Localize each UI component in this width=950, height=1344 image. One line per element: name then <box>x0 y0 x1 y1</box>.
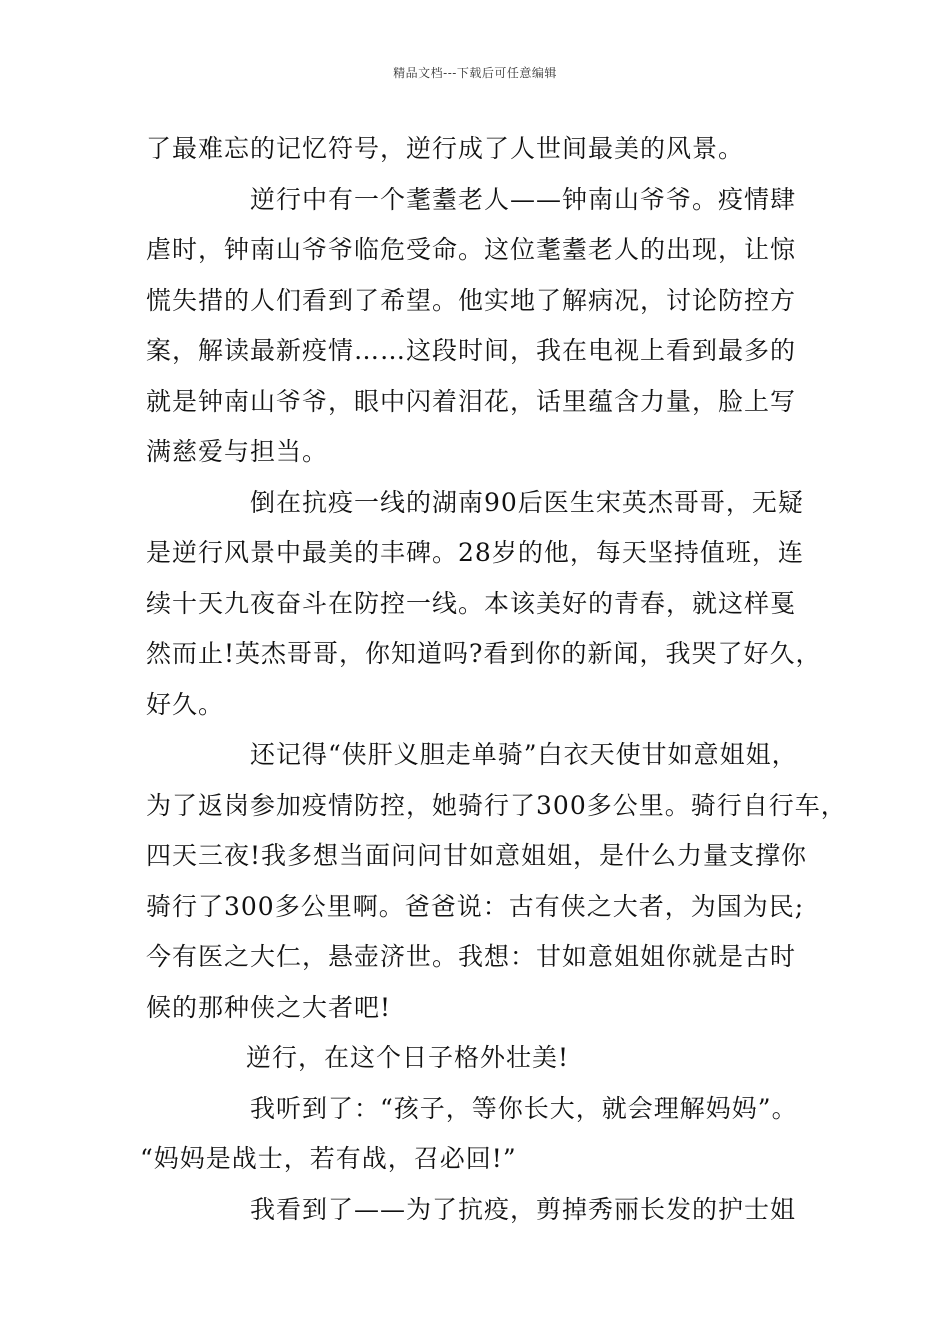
text-line: 然而止!英杰哥哥，你知道吗?看到你的新闻，我哭了好久， <box>146 639 822 668</box>
text-line: 续十天九夜奋斗在防控一线。本该美好的青春，就这样戛 <box>146 588 797 618</box>
text-line: 虐时，钟南山爷爷临危受命。这位耄耋老人的出现，让惊 <box>146 235 797 264</box>
text-line: 满慈爱与担当。 <box>146 437 329 466</box>
text-line: 就是钟南山爷爷，眼中闪着泪花，话里蕴含力量，脸上写 <box>146 386 797 416</box>
text-line: 了最难忘的记忆符号，逆行成了人世间最美的风景。 <box>146 134 745 163</box>
text-line: 骑行了300多公里啊。爸爸说：古有侠之大者，为国为民; <box>146 891 805 921</box>
text-line: 慌失措的人们看到了希望。他实地了解病况，讨论防控方 <box>146 285 797 315</box>
text-line: 逆行，在这个日子格外壮美! <box>246 1043 570 1072</box>
text-line: 四天三夜!我多想当面问问甘如意姐姐，是什么力量支撑你 <box>146 841 808 870</box>
text-line: 候的那种侠之大者吧! <box>146 992 392 1022</box>
text-line: 还记得“侠肝义胆走单骑”白衣天使甘如意姐姐， <box>250 740 798 769</box>
text-line: 今有医之大仁，悬壶济世。我想：甘如意姐姐你就是古时 <box>146 942 797 971</box>
text-line: 是逆行风景中最美的丰碑。28岁的他，每天坚持值班，连 <box>146 538 804 567</box>
text-line: “妈妈是战士，若有战，召必回!” <box>140 1144 517 1173</box>
page-header: 精品文档---下载后可任意编辑 <box>393 66 557 80</box>
text-line: 案，解读最新疫情……这段时间，我在电视上看到最多的 <box>146 336 797 365</box>
text-line: 我听到了：“孩子，等你长大，就会理解妈妈”。 <box>250 1093 798 1123</box>
text-line: 为了返岗参加疫情防控，她骑行了300多公里。骑行自行车， <box>146 790 847 820</box>
text-line: 好久。 <box>146 689 225 719</box>
body-text <box>140 124 847 1235</box>
text-line: 我看到了——为了抗疫，剪掉秀丽长发的护士姐 <box>250 1194 797 1224</box>
text-line: 逆行中有一个耄耋老人——钟南山爷爷。疫情肆 <box>250 184 797 214</box>
text-line: 倒在抗疫一线的湖南90后医生宋英杰哥哥，无疑 <box>250 487 804 517</box>
